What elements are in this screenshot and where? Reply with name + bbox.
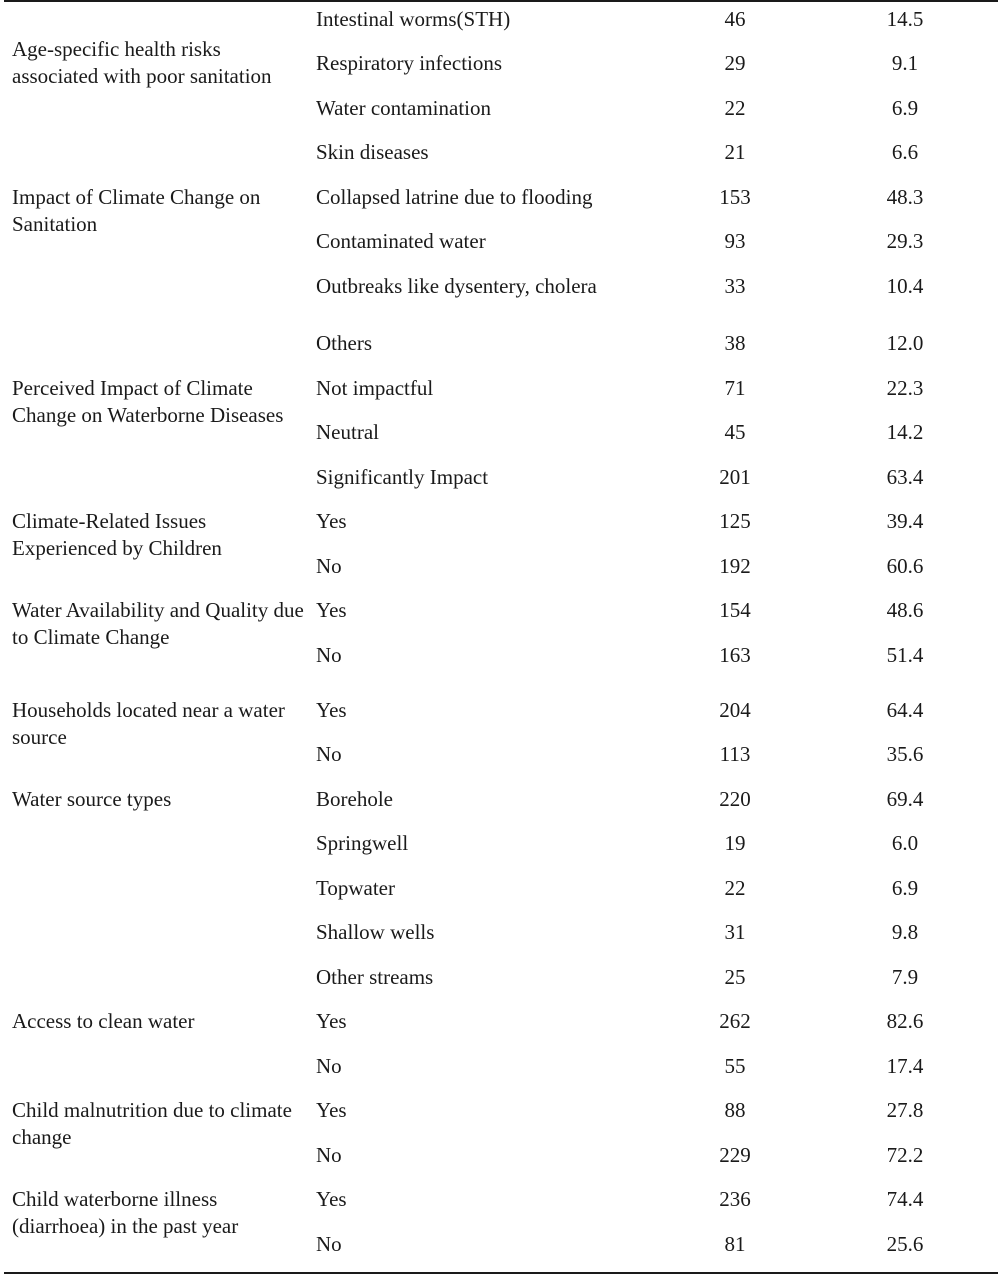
response-cell: No bbox=[316, 1054, 342, 1078]
frequency-cell: 220 bbox=[719, 787, 751, 811]
percent-cell: 35.6 bbox=[886, 742, 924, 766]
percent-cell: 6.9 bbox=[891, 96, 919, 120]
frequency-cell: 93 bbox=[724, 229, 746, 253]
percent-cell: 60.6 bbox=[886, 554, 924, 578]
percent-cell: 82.6 bbox=[886, 1009, 924, 1033]
variable-label: Water Availability and Quality due to Climate Change bbox=[12, 598, 304, 649]
percent-cell: 10.4 bbox=[886, 274, 924, 298]
frequency-cell: 201 bbox=[719, 465, 751, 489]
response-cell: No bbox=[316, 643, 342, 667]
frequency-cell: 22 bbox=[724, 96, 746, 120]
response-cell: Springwell bbox=[316, 831, 409, 855]
variable-label: Water source types bbox=[12, 787, 172, 811]
variable-label: Access to clean water bbox=[12, 1009, 195, 1033]
frequency-cell: 88 bbox=[724, 1098, 746, 1122]
percent-cell: 63.4 bbox=[886, 465, 924, 489]
frequency-cell: 46 bbox=[724, 7, 746, 31]
frequency-cell: 55 bbox=[724, 1054, 746, 1078]
response-cell: Not impactful bbox=[316, 376, 434, 400]
percent-cell: 9.8 bbox=[891, 920, 919, 944]
frequency-cell: 38 bbox=[724, 331, 746, 355]
frequency-cell: 163 bbox=[719, 643, 751, 667]
response-cell: Yes bbox=[316, 698, 347, 722]
response-cell: Contaminated water bbox=[316, 229, 486, 253]
response-cell: Intestinal worms(STH) bbox=[316, 7, 511, 31]
frequency-cell: 33 bbox=[724, 274, 746, 298]
percent-cell: 14.5 bbox=[886, 7, 924, 31]
frequency-cell: 29 bbox=[724, 51, 746, 75]
percent-cell: 72.2 bbox=[886, 1143, 924, 1167]
frequency-cell: 22 bbox=[724, 876, 746, 900]
frequency-cell: 236 bbox=[719, 1187, 751, 1211]
response-cell: Outbreaks like dysentery, cholera bbox=[316, 274, 597, 298]
percent-cell: 25.6 bbox=[886, 1232, 924, 1256]
response-cell: Collapsed latrine due to flooding bbox=[316, 185, 593, 209]
response-cell: Others bbox=[316, 331, 372, 355]
response-cell: Shallow wells bbox=[316, 920, 435, 944]
response-cell: Yes bbox=[316, 1009, 347, 1033]
response-cell: Neutral bbox=[316, 420, 379, 444]
frequency-cell: 262 bbox=[719, 1009, 751, 1033]
frequency-cell: 71 bbox=[724, 376, 746, 400]
variable-label: Climate-Related Issues Experienced by Children bbox=[12, 509, 222, 560]
response-cell: No bbox=[316, 554, 342, 578]
response-cell: No bbox=[316, 742, 342, 766]
frequency-cell: 154 bbox=[719, 598, 751, 622]
percent-cell: 48.6 bbox=[886, 598, 924, 622]
frequency-cell: 192 bbox=[719, 554, 751, 578]
response-cell: Skin diseases bbox=[316, 140, 429, 164]
response-cell: Other streams bbox=[316, 965, 434, 989]
percent-cell: 69.4 bbox=[886, 787, 924, 811]
frequency-cell: 229 bbox=[719, 1143, 751, 1167]
frequency-cell: 125 bbox=[719, 509, 751, 533]
response-cell: Yes bbox=[316, 1098, 347, 1122]
percent-cell: 29.3 bbox=[886, 229, 924, 253]
variable-label: Impact of Climate Change on Sanitation bbox=[12, 185, 261, 236]
response-cell: Significantly Impact bbox=[316, 465, 489, 489]
percent-cell: 12.0 bbox=[886, 331, 924, 355]
variable-label: Age-specific health risks associated with poor sanitation bbox=[12, 37, 272, 88]
frequency-cell: 19 bbox=[724, 831, 746, 855]
percent-cell: 6.9 bbox=[891, 876, 919, 900]
percent-cell: 27.8 bbox=[886, 1098, 924, 1122]
percent-cell: 48.3 bbox=[886, 185, 924, 209]
percent-cell: 7.9 bbox=[891, 965, 919, 989]
response-cell: Yes bbox=[316, 1187, 347, 1211]
variable-label: Households located near a water source bbox=[12, 698, 285, 749]
response-cell: Borehole bbox=[316, 787, 393, 811]
variable-label: Child waterborne illness (diarrhoea) in the past year bbox=[12, 1187, 239, 1238]
response-cell: Yes bbox=[316, 598, 347, 622]
response-cell: No bbox=[316, 1143, 342, 1167]
response-cell: No bbox=[316, 1232, 342, 1256]
table-bottom-rule bbox=[4, 1272, 998, 1274]
percent-cell: 64.4 bbox=[886, 698, 924, 722]
response-cell: Yes bbox=[316, 509, 347, 533]
variable-label: Perceived Impact of Climate Change on Waterborne Diseases bbox=[12, 376, 284, 427]
response-cell: Topwater bbox=[316, 876, 395, 900]
percent-cell: 14.2 bbox=[886, 420, 924, 444]
frequency-cell: 204 bbox=[719, 698, 751, 722]
percent-cell: 17.4 bbox=[886, 1054, 924, 1078]
frequency-cell: 81 bbox=[724, 1232, 746, 1256]
percent-cell: 6.0 bbox=[891, 831, 919, 855]
percent-cell: 6.6 bbox=[891, 140, 919, 164]
variable-label: Child malnutrition due to climate change bbox=[12, 1098, 292, 1149]
response-cell: Respiratory infections bbox=[316, 51, 503, 75]
percent-cell: 51.4 bbox=[886, 643, 924, 667]
frequency-cell: 113 bbox=[719, 742, 751, 766]
percent-cell: 39.4 bbox=[886, 509, 924, 533]
percent-cell: 74.4 bbox=[886, 1187, 924, 1211]
percent-cell: 22.3 bbox=[886, 376, 924, 400]
percent-cell: 9.1 bbox=[891, 51, 919, 75]
frequency-cell: 153 bbox=[719, 185, 751, 209]
response-cell: Water contamination bbox=[316, 96, 491, 120]
frequency-cell: 45 bbox=[724, 420, 746, 444]
frequency-cell: 25 bbox=[724, 965, 746, 989]
frequency-cell: 31 bbox=[724, 920, 746, 944]
frequency-cell: 21 bbox=[724, 140, 746, 164]
